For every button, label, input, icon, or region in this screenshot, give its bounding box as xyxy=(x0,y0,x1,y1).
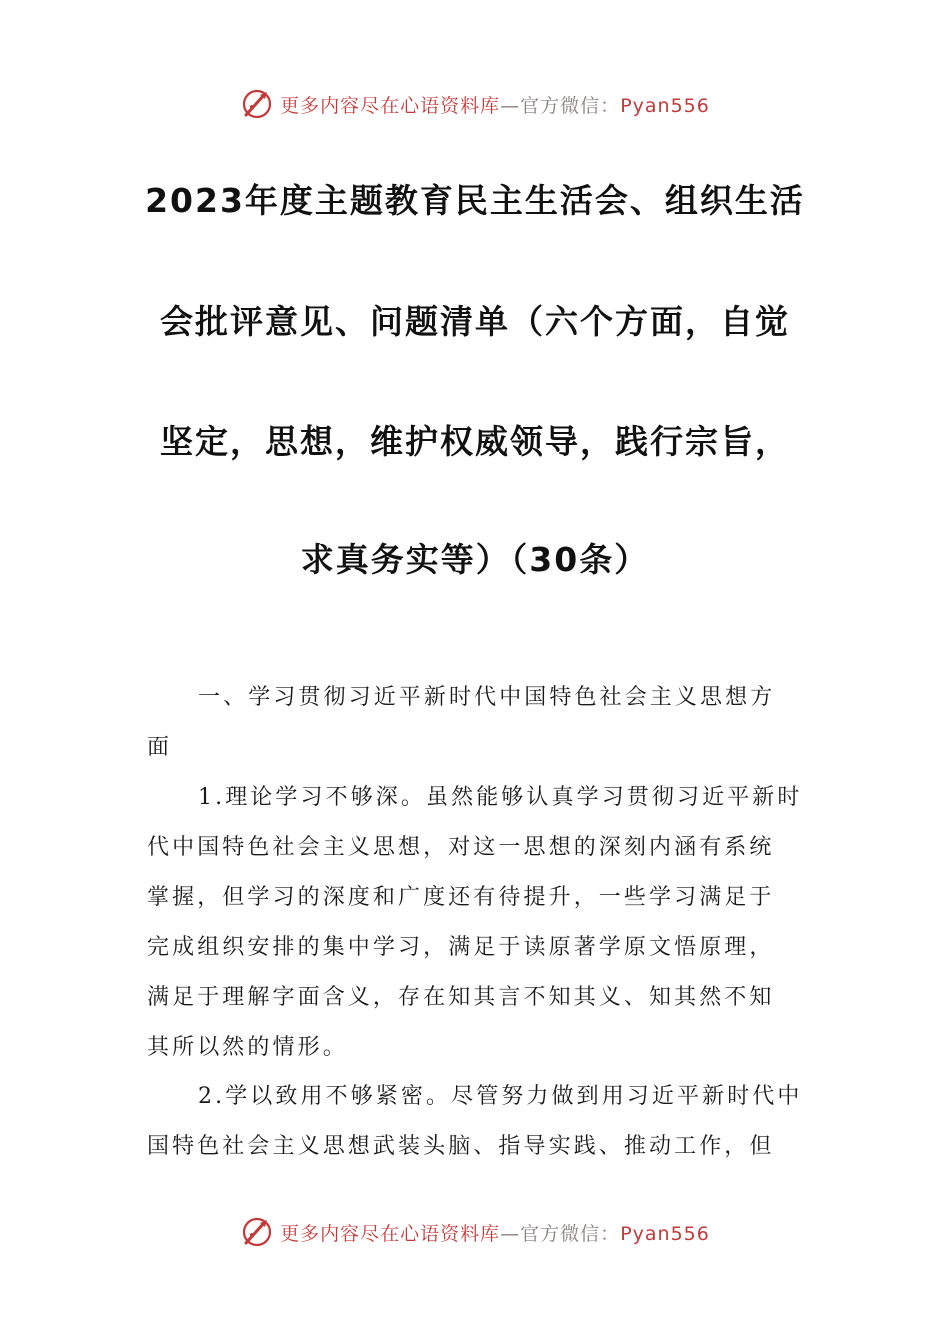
document-title-line: 求真务实等）（30条） xyxy=(300,540,650,579)
document-title-line: 会批评意见、问题清单（六个方面，自觉 xyxy=(160,302,790,341)
item-2-line: 国特色社会主义思想武装头脑、指导实践、推动工作，但 xyxy=(147,1134,775,1159)
item-1-line: 1.理论学习不够深。虽然能够认真学习贯彻习近平新时 xyxy=(198,785,803,810)
watermark-wechat-id: Pyan556 xyxy=(620,94,710,117)
document-title-line: 坚定，思想，维护权威领导，践行宗旨， xyxy=(160,422,790,461)
item-1-line: 满足于理解字面含义，存在知其言不知其义、知其然不知 xyxy=(147,985,775,1010)
watermark-banner-bottom xyxy=(0,1210,950,1254)
section-heading-line: 一、学习贯彻习近平新时代中国特色社会主义思想方 xyxy=(198,685,776,710)
pen-circle-logo-icon xyxy=(240,87,274,121)
item-1-line: 其所以然的情形。 xyxy=(147,1035,348,1060)
watermark-wechat-id: Pyan556 xyxy=(620,1222,710,1245)
watermark-text xyxy=(280,1219,710,1246)
watermark-prefix: 更多内容尽在心语资料库 xyxy=(280,94,501,117)
pen-circle-logo-icon xyxy=(240,1215,274,1249)
section-heading-line: 面 xyxy=(147,735,173,760)
item-1-line: 代中国特色社会主义思想，对这一思想的深刻内涵有系统 xyxy=(147,835,775,860)
watermark-prefix: 更多内容尽在心语资料库 xyxy=(280,1222,501,1245)
document-title-line: 2023年度主题教育民主生活会、组织生活 xyxy=(145,181,805,220)
watermark-separator: — xyxy=(500,94,521,117)
item-1-line: 完成组织安排的集中学习，满足于读原著学原文悟原理， xyxy=(147,935,775,960)
watermark-separator: — xyxy=(500,1222,521,1245)
watermark-wechat-label: 官方微信： xyxy=(520,94,621,117)
watermark-text xyxy=(280,91,710,118)
watermark-wechat-label: 官方微信： xyxy=(520,1222,621,1245)
item-2-line: 2.学以致用不够紧密。尽管努力做到用习近平新时代中 xyxy=(198,1084,803,1109)
watermark-banner-top xyxy=(0,82,950,126)
item-1-line: 掌握，但学习的深度和广度还有待提升，一些学习满足于 xyxy=(147,885,775,910)
